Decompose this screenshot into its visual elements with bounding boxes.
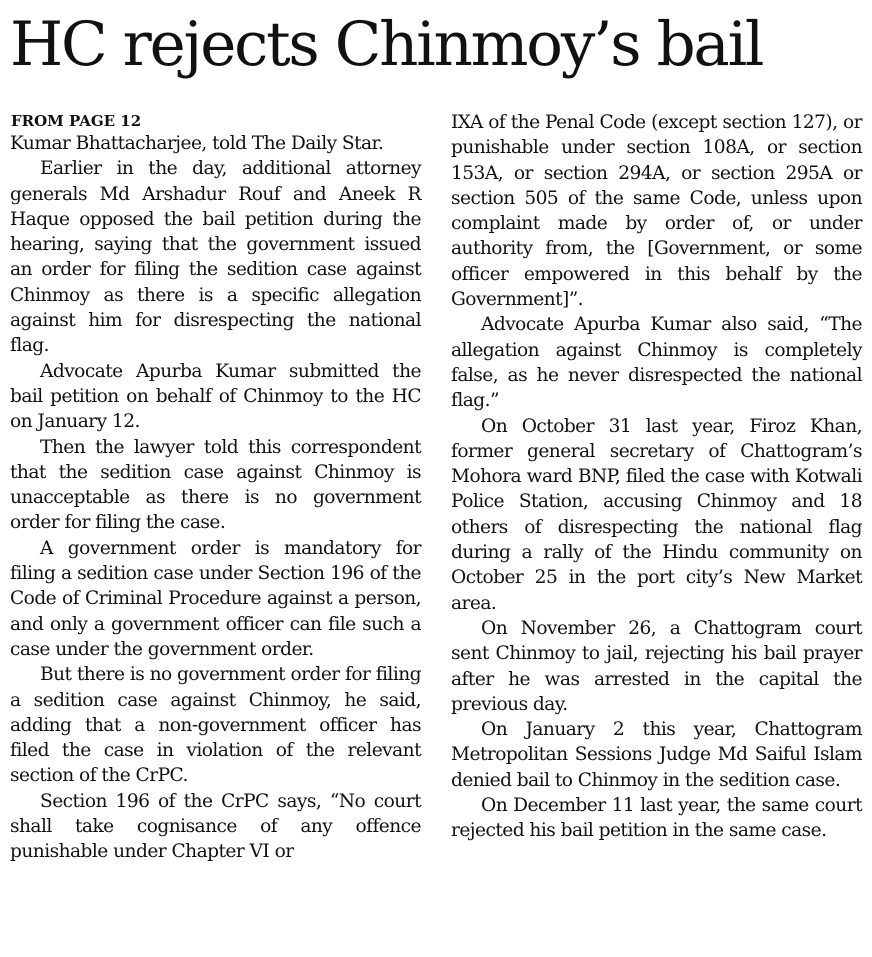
paragraph: Then the lawyer told this correspondent that the sedition case against Chinmoy is unacceptable as there is no government order for filing the case.	[10, 436, 421, 534]
paragraph: On October 31 last year, Firoz Khan, former general secretary of Chattogram’s Mohora ward BNP, filed the case with Kotwali Police Station, accusing Chinmoy and 18 others of disrespecting the national flag during a rally of the Hindu community on October 25 in the port city’s New Market area.	[451, 415, 862, 614]
paragraph: Kumar Bhattacharjee, told The Daily Star.	[10, 133, 384, 154]
paragraph: Advocate Apurba Kumar also said, “The allegation against Chinmoy is completely false, as he never disrespected the national flag.”	[451, 314, 862, 412]
paragraph: Earlier in the day, additional attorney generals Md Arshadur Rouf and Aneek R Haque opposed the bail petition during the hearing, saying that the government issued an order for filing the sedition case against Chinmoy as there is a specific allegation against him for disrespecting the national flag.	[10, 158, 421, 357]
paragraph: On November 26, a Chattogram court sent Chinmoy to jail, rejecting his bail prayer after he was arrested in the capital the previous day.	[451, 617, 862, 715]
headline: HC rejects Chinmoy’s bail	[10, 9, 763, 80]
right-column	[451, 110, 862, 844]
paragraph: On December 11 last year, the same court rejected his bail petition in the same case.	[451, 795, 862, 842]
paragraph: A government order is mandatory for filing a sedition case under Section 196 of the Code of Criminal Procedure against a person, and only a government officer can file such a case under the government order.	[10, 537, 421, 660]
left-column	[10, 111, 421, 865]
continued-from-label: FROM PAGE 12	[11, 112, 142, 130]
paragraph: Section 196 of the CrPC says, “No court shall take cognisance of any offence punishable under Chapter VI or	[10, 790, 421, 863]
paragraph: Advocate Apurba Kumar submitted the bail petition on behalf of Chinmoy to the HC on January 12.	[10, 360, 421, 433]
paragraph: IXA of the Penal Code (except section 127), or punishable under section 108A, or section 153A, or section 294A, or section 295A or section 505 of the same Code, unless upon complaint made by order of, or under authority from, the [Government, or some officer empowered in this behalf by the Government]”.	[451, 112, 862, 311]
paragraph: On January 2 this year, Chattogram Metropolitan Sessions Judge Md Saiful Islam denied bail to Chinmoy in the sedition case.	[451, 719, 862, 791]
paragraph: But there is no government order for filing a sedition case against Chinmoy, he said, adding that a non-government officer has filed the case in violation of the relevant section of the CrPC.	[10, 664, 421, 787]
